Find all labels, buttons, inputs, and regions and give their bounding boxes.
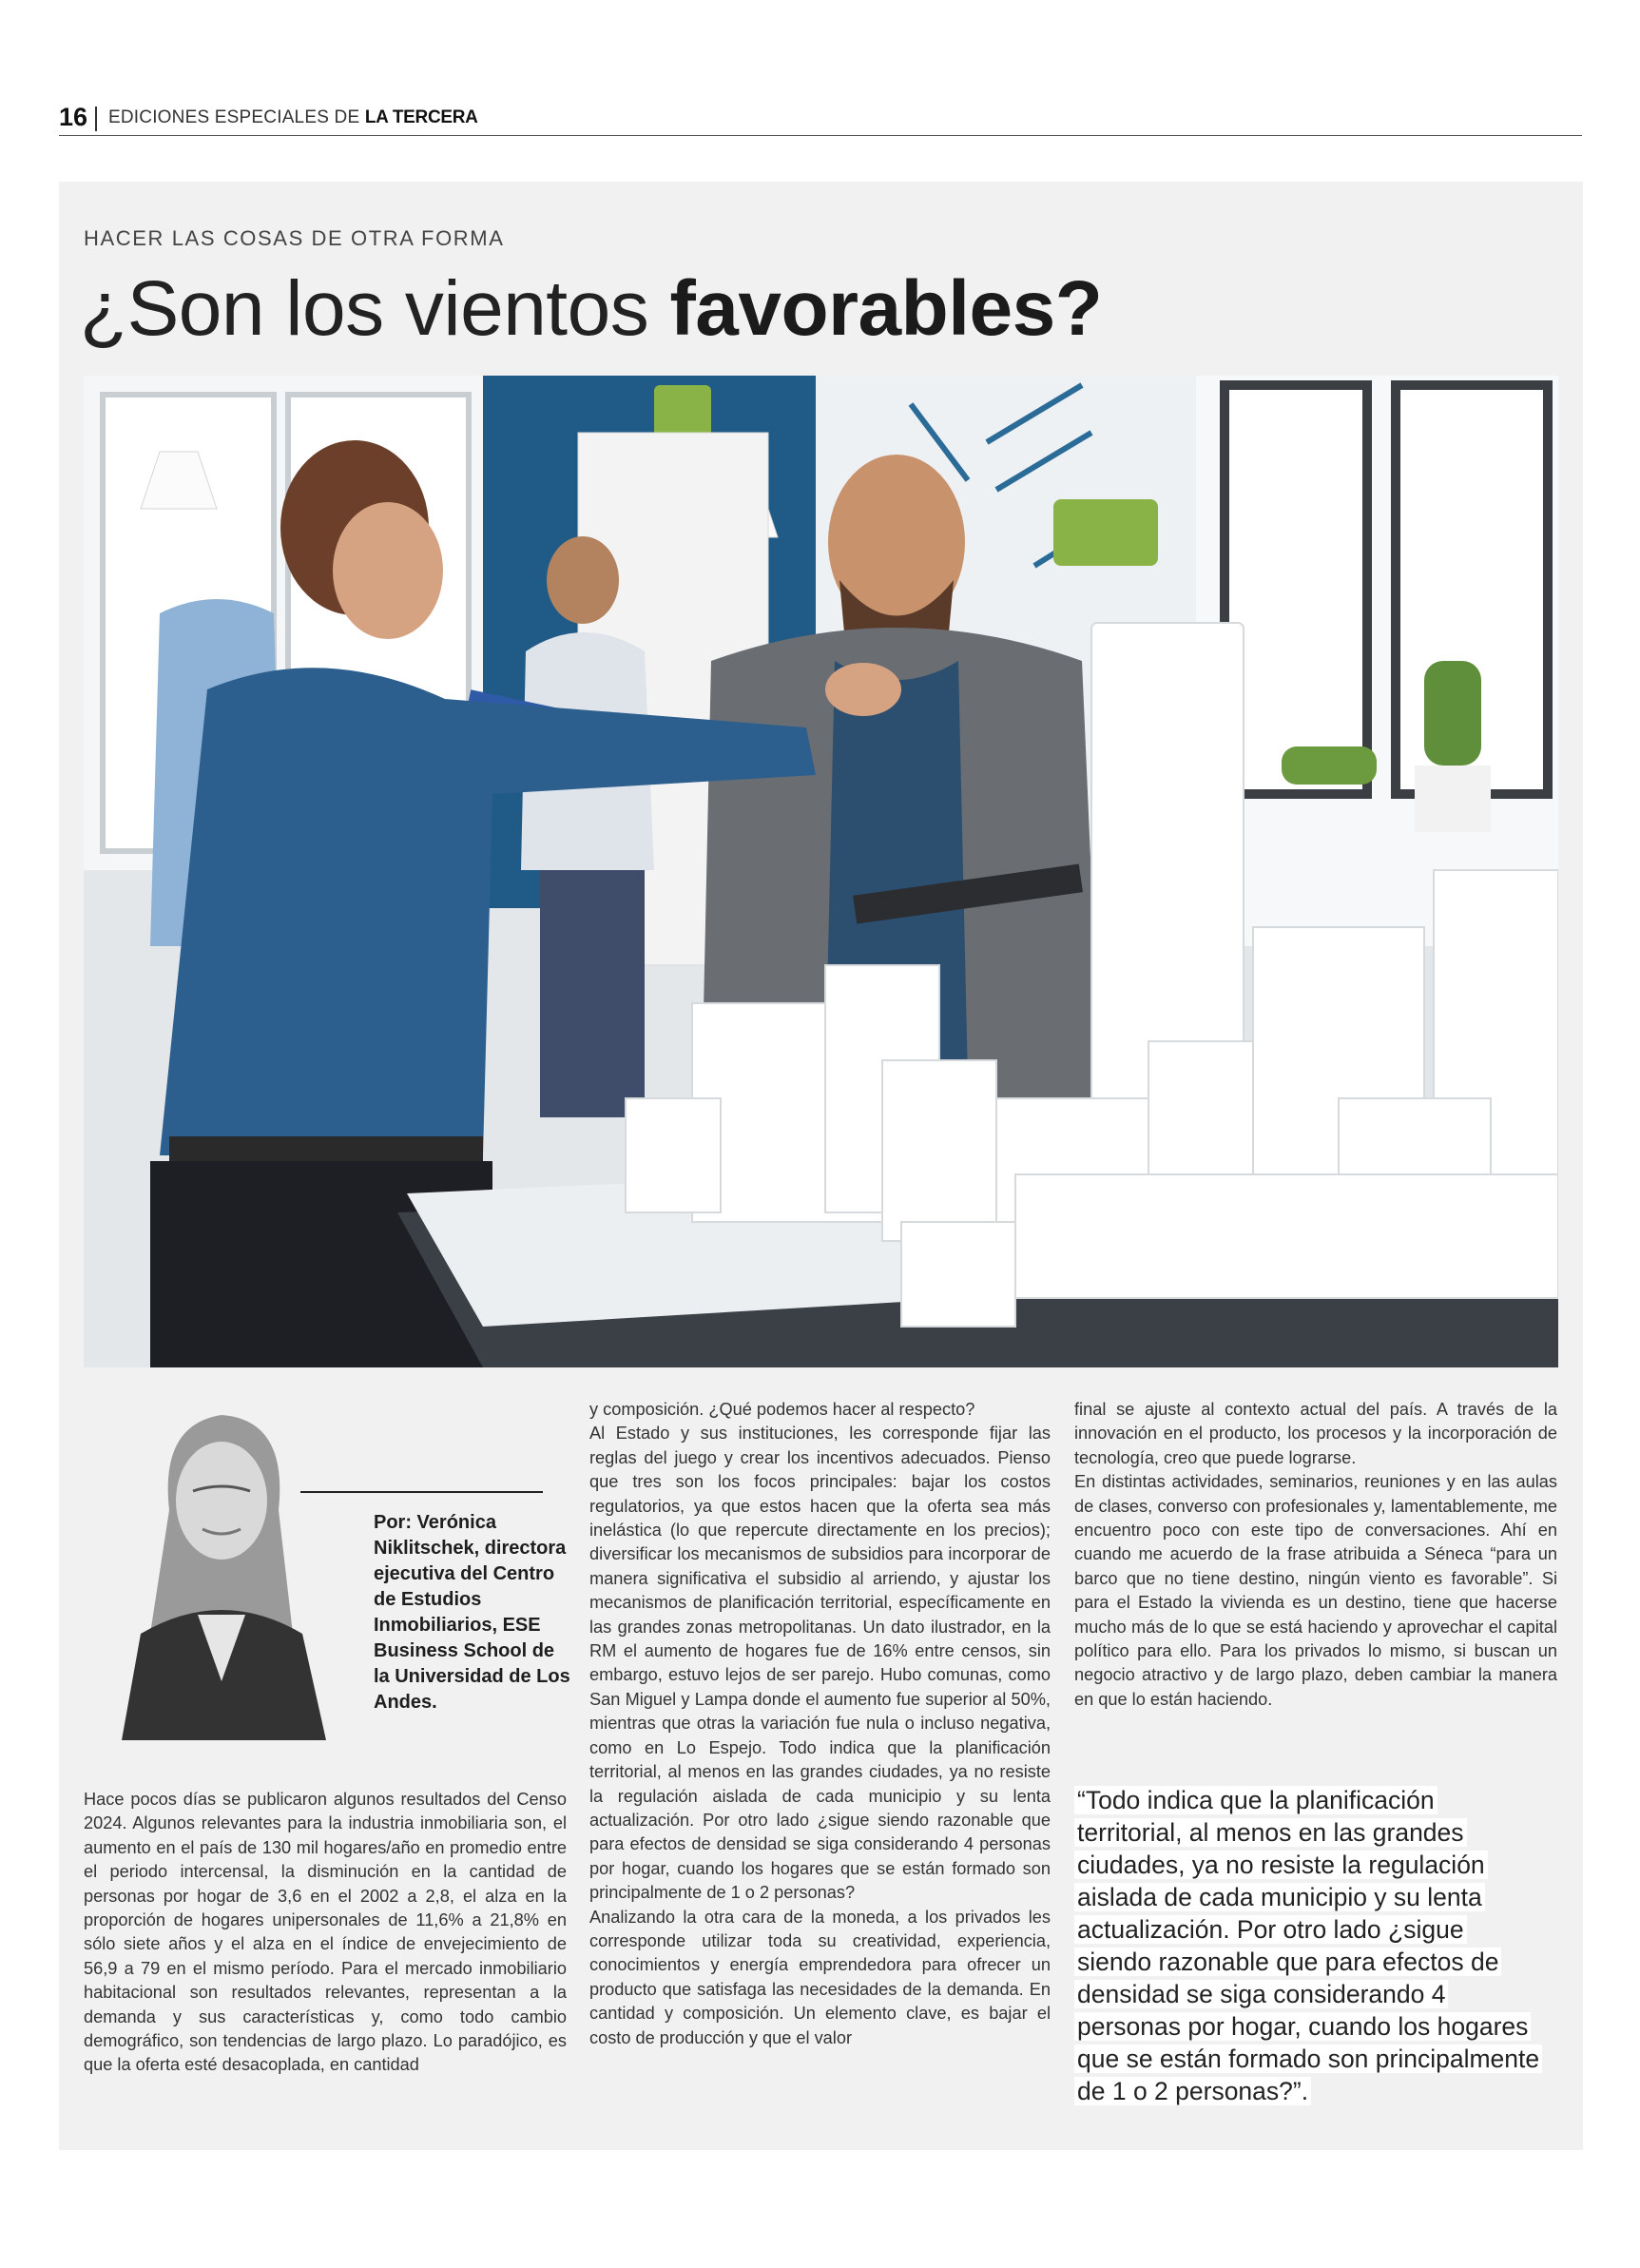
paragraph: y composición. ¿Qué podemos hacer al respecto? bbox=[589, 1400, 975, 1419]
edition-label bbox=[108, 107, 478, 128]
paragraph: Hace pocos días se publicaron algunos resultados del Censo 2024. Algunos relevantes para la industria inmobiliaria son, el aumento en el país de 130 mil hogares/año en promedio entre el periodo intercensal, la disminución en la cantidad de personas por hogar de 3,6 en el 2002 a 2,8, el alza en la proporción de hogares unipersonales de 11,6% a 21,8% en sólo siete años y el alza en el índice de envejecimiento de 56,9 a 79 en el mismo período. Para el mercado inmobiliario habitacional son resultados relevantes, representan a la demanda y sus características y, como todo cambio demográfico, son tendencias de largo plazo. Lo paradójico, es que la oferta esté desacoplada, en cantidad bbox=[84, 1790, 567, 2075]
hero-photo-illustration bbox=[84, 376, 1558, 1367]
body-column-2 bbox=[589, 1398, 1051, 2050]
edition-brand: LA TERCERA bbox=[364, 107, 478, 127]
edition-prefix: EDICIONES ESPECIALES DE bbox=[108, 107, 360, 127]
byline-rule bbox=[300, 1491, 543, 1493]
body-column-1 bbox=[84, 1788, 567, 2078]
hero-photo bbox=[84, 376, 1558, 1367]
author-byline: Por: Verónica Niklitschek, directora ejecutiva del Centro de Estudios Inmobiliarios, ESE Business School de la Universidad de Los Andes. bbox=[374, 1512, 570, 1713]
body-column-3 bbox=[1074, 1398, 1557, 1712]
paragraph: En distintas actividades, seminarios, reuniones y en las aulas de clases, converso con profesionales y, lamentablemente, me encuentro poco con este tipo de conversaciones. Ahí en cuando me acuerdo de la frase atribuida a Séneca “para un barco que no tiene destino, ningún viento es favorable”. Si para el Estado la vivienda es un destino, tiene que hacerse mucho más de lo que se está haciendo y aprovechar el capital político para ello. Para los privados lo mismo, si buscan un negocio atractivo y de largo plazo, deben cambiar la manera en que lo están haciendo. bbox=[1074, 1472, 1557, 1709]
author-portrait-illustration bbox=[103, 1396, 340, 1740]
headline-light: ¿Son los vientos bbox=[80, 265, 649, 352]
headline-bold: favorables? bbox=[669, 265, 1103, 352]
paragraph: final se ajuste al contexto actual del país. A través de la innovación en el producto, los procesos y la incorporación de tecnología, creo que puede lograrse. bbox=[1074, 1400, 1557, 1467]
author-portrait bbox=[103, 1396, 340, 1740]
paragraph: Analizando la otra cara de la moneda, a los privados les corresponde utilizar toda su creatividad, experiencia, conocimientos y energía emprendedora para ofrecer un producto que satisfaga las necesidades de la demanda. En cantidad y composición. Un elemento clave, es bajar el costo de producción y que el valor bbox=[589, 1907, 1051, 2047]
pull-quote bbox=[1074, 1784, 1540, 2107]
page-number: 16 bbox=[59, 103, 88, 131]
page-header bbox=[59, 103, 1582, 136]
paragraph: Al Estado y sus instituciones, les corresponde fijar las reglas del juego y crear los incentivos adecuados. Pienso que tres son los focos principales: bajar los costos regulatorios, ya que estos hacen que la oferta sea más inelástica (lo que repercute directamente en los precios); diversificar los mecanismos de subsidios para incorporar de manera significativa el subsidio al arriendo, y ajustar los mecanismos de planificación territorial, específicamente en las grandes zonas metropolitanas. Un dato ilustrador, en la RM el aumento de hogares fue de 16% entre censos, sin embargo, estuvo lejos de ser parejo. Hubo comunas, como San Miguel y Lampa donde el aumento fue superior al 50%, mientras que otras la variación fue nula o incluso negativa, como en Lo Espejo. Todo indica que la planificación territorial, al menos en las grandes ciudades, ya no resiste la regulación aislada de cada municipio y su lenta actualización. Por otro lado ¿sigue siendo razonable que para efectos de densidad se siga considerando 4 personas por hogar, cuando los hogares que se están formado son principalmente de 1 o 2 personas? bbox=[589, 1424, 1051, 1903]
article-headline bbox=[80, 257, 1102, 361]
header-divider bbox=[95, 107, 97, 131]
pull-quote-text: “Todo indica que la planificación territorial, al menos en las grandes ciudades, ya no resiste la regulación aislada de cada municipio y su lenta actualización. Por otro lado ¿sigue siendo razonable que para efectos de densidad se siga considerando 4 personas por hogar, cuando los hogares que se están formado son principalmente de 1 o 2 personas?”. bbox=[1074, 1786, 1542, 2105]
article-kicker: HACER LAS COSAS DE OTRA FORMA bbox=[84, 226, 505, 250]
